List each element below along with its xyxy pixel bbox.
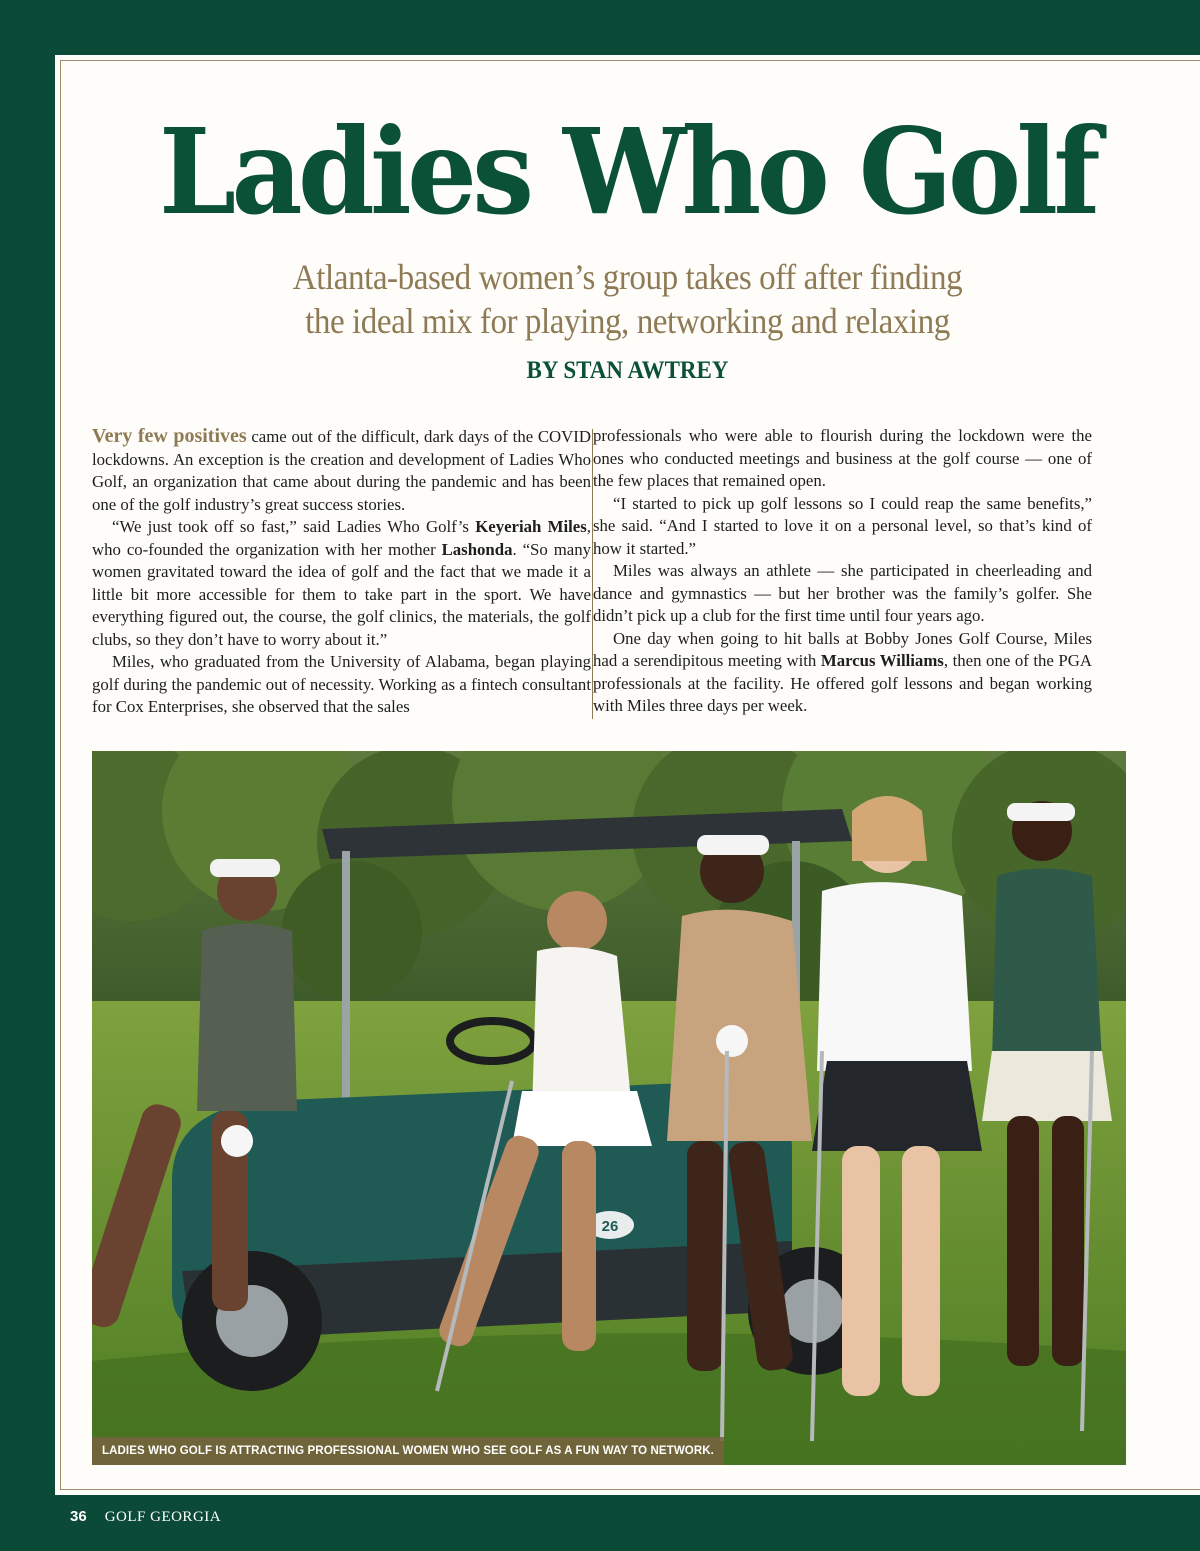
article-deck <box>101 255 1154 343</box>
paragraph-4: professionals who were able to flourish during the lockdown were the ones who conducted meetings and business at the golf course — one of the few places that remained open. <box>593 426 1092 490</box>
article-title: Ladies Who Golf <box>158 102 1096 241</box>
paragraph-5: “I started to pick up golf lessons so I could reap the same benefits,” she said. “And I started to love it on a personal level, so that’s kind of how it started.” <box>593 493 1092 558</box>
page-footer <box>70 1508 221 1526</box>
paragraph-7: One day when going to hit balls at Bobby Jones Golf Course, Miles had a serendipitous meeting with Marcus Williams, then one of the PGA professionals at the facility. He offered golf lessons and began working with Miles three days per week. <box>593 628 1093 715</box>
paragraph-1: Very few positives came out of the difficult, dark days of the COVID lockdowns. An exception is the creation and development of Ladies Who Golf, an organization that came about during the pandemic and has been one of the golf industry’s great success stories. <box>92 425 591 514</box>
magazine-page <box>55 55 1200 1495</box>
magazine-name: GOLF GEORGIA <box>104 1509 222 1525</box>
paragraph-3: Miles, who graduated from the University of Alabama, began playing golf during the pandemic out of necessity. Working as a fintech consultant for Cox Enterprises, she observed that the sales <box>92 652 591 716</box>
byline: BY STAN AWTREY <box>526 357 729 384</box>
article-body <box>92 425 1092 722</box>
name-marcus-williams: Marcus Williams <box>820 651 944 670</box>
lede-text: Very few positives <box>92 425 247 447</box>
body-column-right <box>593 425 1092 722</box>
deck-line-1: Atlanta-based women’s group takes off after finding <box>292 257 963 297</box>
deck-line-2: the ideal mix for playing, networking and relaxing <box>305 301 950 341</box>
cart-number: 26 <box>601 1218 619 1235</box>
golfers-with-cart-illustration <box>92 751 1126 1465</box>
body-column-left <box>92 425 591 722</box>
paragraph-6: Miles was always an athlete — she participated in cheerleading and dance and gymnastics — but her brother was the family’s golfer. She didn’t pick up a club for the first time until four years ago. <box>593 561 1092 625</box>
name-keyeriah-miles: Keyeriah Miles <box>475 517 587 536</box>
page-number: 36 <box>70 1508 87 1525</box>
name-lashonda: Lashonda <box>441 539 513 559</box>
feature-photo <box>92 751 1126 1465</box>
paragraph-2: “We just took off so fast,” said Ladies Who Golf’s Keyeriah Miles, who co-founded the organization with her mother Lashonda. “So many women gravitated toward the idea of golf and the fact that we made it a little bit more accessible for them to take part in the sport. We have everything figured out, the course, the golf clinics, the materials, the golf clubs, so they don’t have to worry about it.” <box>92 517 591 649</box>
photo-caption: LADIES WHO GOLF IS ATTRACTING PROFESSIONAL WOMEN WHO SEE GOLF AS A FUN WAY TO NETWORK. <box>92 1437 724 1465</box>
